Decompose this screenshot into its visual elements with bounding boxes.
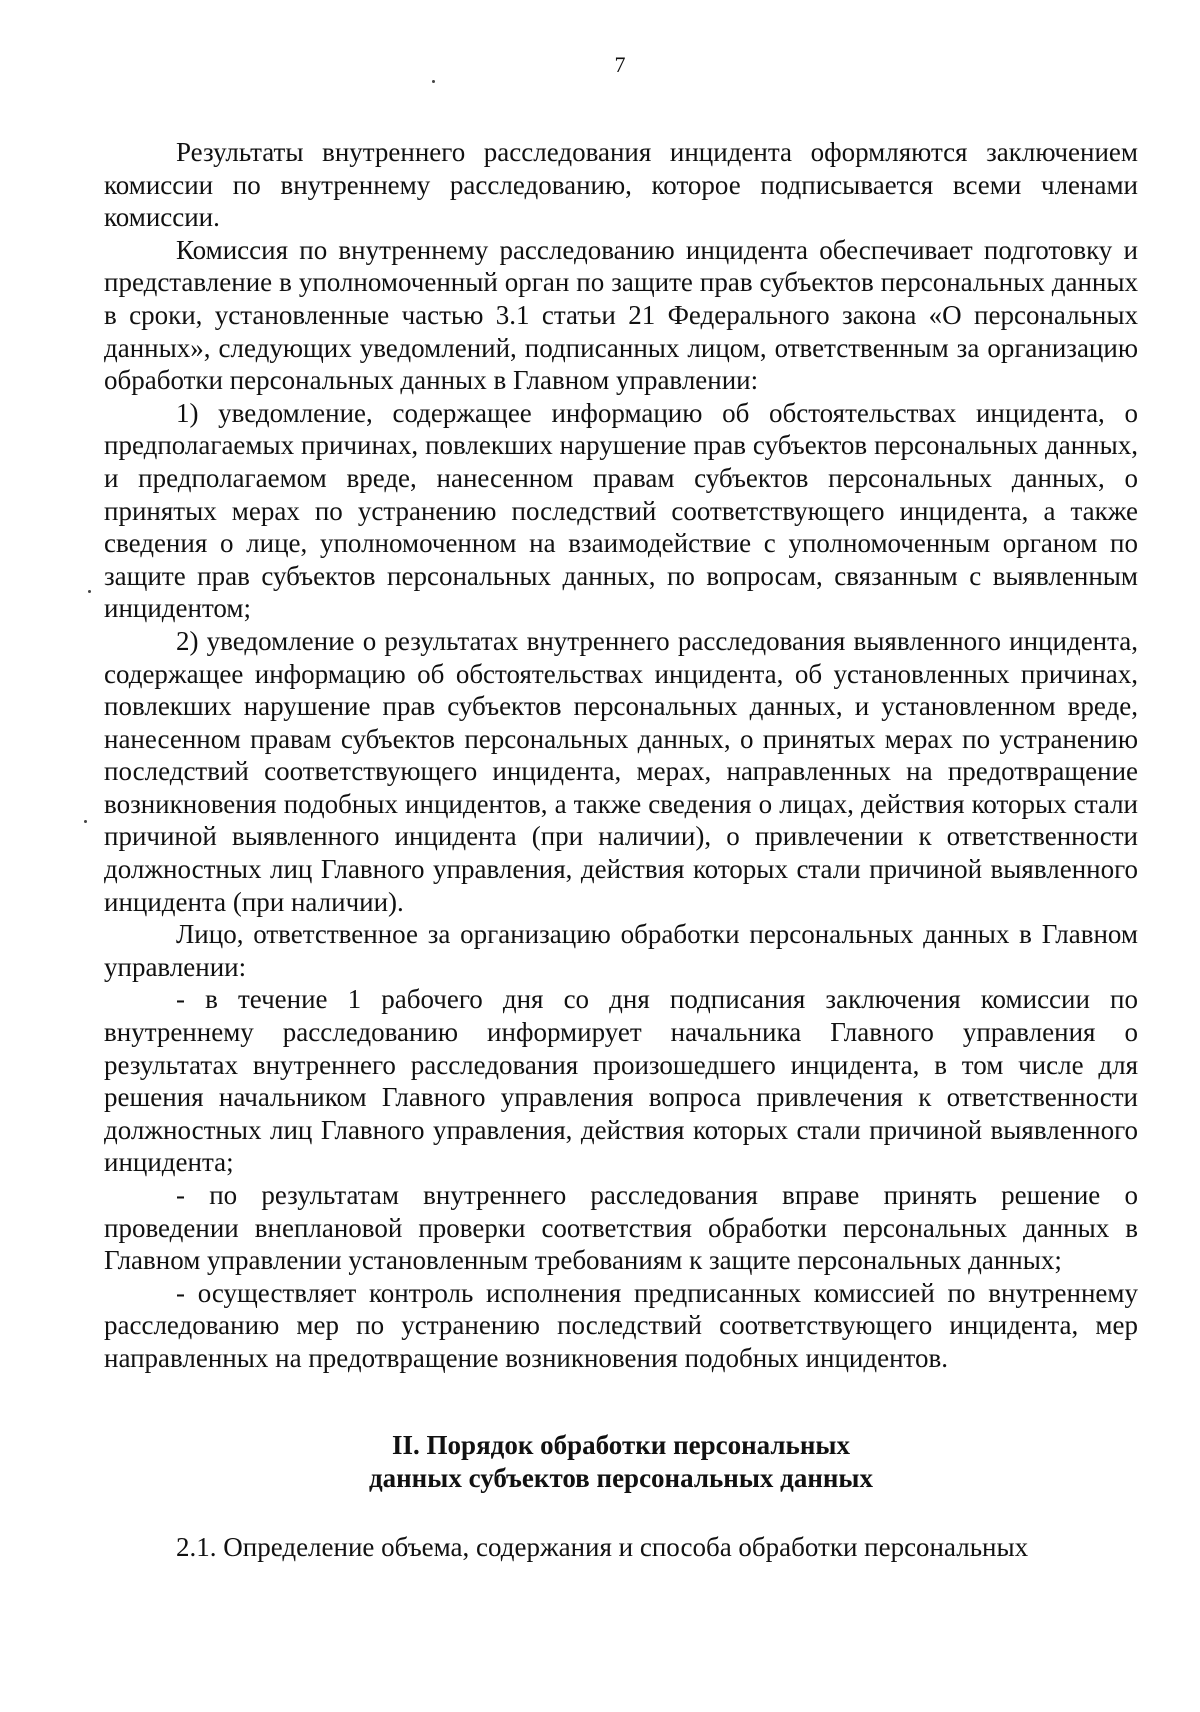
- paragraph-notification-1: 1) уведомление, содержащее информацию об обстоятельствах инцидента, о предполагаемых причинах, повлекших нарушение прав субъектов персональных данных, и предполагаемом вреде, нанесенном правам субъектов персональных данных, о принятых мерах по устранению последствий соответствующего инцидента, а также сведения о лице, уполномоченном на взаимодействие с уполномоченным органом по защите прав субъектов персональных данных, по вопросам, связанным с выявленным инцидентом;: [104, 397, 1138, 624]
- section-heading-line-1: II. Порядок обработки персональных: [392, 1429, 850, 1460]
- paragraph-notification-2: 2) уведомление о результатах внутреннего расследования выявленного инцидента, содержащее информацию об обстоятельствах инцидента, об установленных причинах, повлекших нарушение прав субъектов персональных данных, и установленном вреде, нанесенном правам субъектов персональных данных, о принятых мерах по устранению последствий соответствующего инцидента, мерах, направленных на предотвращение возникновения подобных инцидентов, а также сведения о лицах, действия которых стали причиной выявленного инцидента (при наличии), о привлечении к ответственности должностных лиц Главного управления, действия которых стали причиной выявленного инцидента (при наличии).: [104, 625, 1138, 917]
- list-item-control: - осуществляет контроль исполнения предписанных комиссией по внутреннему расследованию мер по устранению последствий соответствующего инцидента, мер направленных на предотвращение возникновения подобных инцидентов.: [104, 1277, 1138, 1373]
- scan-speck: [84, 820, 87, 823]
- paragraph-results: Результаты внутреннего расследования инцидента оформляются заключением комиссии по внутреннему расследованию, которое подписывается всеми членами комиссии.: [104, 137, 1138, 233]
- paragraph-2-1: 2.1. Определение объема, содержания и способа обработки персональных: [176, 1531, 1029, 1562]
- section-heading: [104, 1429, 1138, 1495]
- scan-speck: [432, 80, 435, 83]
- scan-speck: [88, 590, 91, 593]
- section-heading-line-2: данных субъектов персональных данных: [368, 1462, 874, 1493]
- list-item-inspection: - по результатам внутреннего расследования вправе принять решение о проведении внеплановой проверки соответствия обработки персональных данных в Главном управлении установленным требованиям к защите персональных данных;: [104, 1180, 1138, 1276]
- paragraph-responsible-person: Лицо, ответственное за организацию обработки персональных данных в Главном управлении:: [104, 919, 1138, 982]
- document-body: [104, 136, 1138, 1563]
- list-item-inform: - в течение 1 рабочего дня со дня подписания заключения комиссии по внутреннему расследованию информирует начальника Главного управления о результатах внутреннего расследования произошедшего инцидента, в том числе для решения начальником Главного управления вопроса привлечения к ответственности должностных лиц Главного управления, действия которых стали причиной выявленного инцидента;: [104, 984, 1138, 1178]
- page-number: 7: [614, 52, 626, 77]
- paragraph-commission: Комиссия по внутреннему расследованию инцидента обеспечивает подготовку и представление в уполномоченный орган по защите прав субъектов персональных данных в сроки, установленные частью 3.1 статьи 21 Федерального закона «О персональных данных», следующих уведомлений, подписанных лицом, ответственным за организацию обработки персональных данных в Главном управлении:: [104, 234, 1138, 396]
